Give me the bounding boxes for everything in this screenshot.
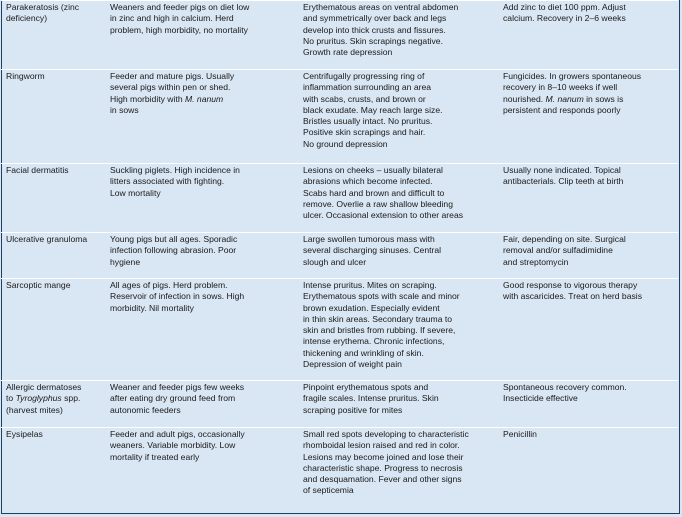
disease-cell: Parakeratosis (zinc deficiency) [6, 2, 80, 24]
treatment-cell: Penicillin [503, 429, 537, 439]
lesions-cell: Pinpoint erythematous spots and fragile scales. Intense pruritus. Skin scraping positive for mites [303, 382, 439, 415]
disease-cell: Eysipelas [6, 429, 43, 439]
disease-cell: Ulcerative granuloma [6, 234, 88, 244]
occurrence-cell: Suckling piglets. High incidence in litters associated with fighting. Low mortality [110, 165, 240, 198]
disease-cell: Ringworm [6, 71, 45, 81]
lesions-cell: Large swollen tumorous mass with several discharging sinuses. Central slough and ulcer [303, 234, 442, 267]
occurrence-cell: Feeder and adult pigs, occasionally weaners. Variable morbidity. Low mortality if treated early [110, 429, 245, 462]
table-row-ringworm [1, 69, 678, 163]
disease-cell: Facial dermatitis [6, 165, 69, 175]
occurrence-cell: Weaners and feeder pigs on diet low in zinc and high in calcium. Herd problem, high morbidity, no mortality [110, 2, 250, 35]
lesions-cell: Erythematous areas on ventral abdomen and symmetrically over back and legs develop into thick crusts and fissures. No pruritus. Skin scrapings negative. Growth rate depression [303, 2, 459, 58]
occurrence-cell [110, 70, 298, 116]
lesions-cell: Centrifugally progressing ring of inflammation surrounding an area with scabs, crusts, and brown or black exudate. May reach large size. Bristles usually intact. No pruritus. Positive skin scrapings and hair. No ground depression [303, 71, 443, 149]
occurrence-cell: Weaner and feeder pigs few weeks after eating dry ground feed from autonomic feeders [110, 382, 245, 415]
species-name-italic: M. nanum [545, 93, 584, 104]
treatment-cell: Fair, depending on site. Surgical removal and/or sulfadimidine and streptomycin [503, 234, 626, 267]
treatment-text-a: Fungicides. In growers spontaneous recovery in 8–10 weeks if well nourished. [503, 71, 642, 104]
occurrence-text-b: in sows [110, 104, 139, 115]
species-name-italic: M. nanum [184, 93, 224, 104]
lesions-cell: Intense pruritus. Mites on scraping. Erythematous spots with scale and minor brown exudation. Especially evident in thin skin areas. Secondary trauma to skin and bristles from rubbing. If severe, intense erythema. Chronic infections, thickening and wrinkling of skin. Depression of weight pain [303, 280, 460, 370]
disease-cell: Sarcoptic mange [6, 280, 71, 290]
treatment-cell: Add zinc to diet 100 ppm. Adjust calcium. Recovery in 2–6 weeks [503, 2, 626, 24]
occurrence-cell: Young pigs but all ages. Sporadic infection following abrasion. Poor hygiene [110, 234, 238, 267]
disease-text-a: Allergic dermatoses to [6, 382, 82, 404]
treatment-cell [503, 70, 675, 116]
disease-text-b: spp. (harvest mites) [6, 393, 81, 415]
occurrence-cell: All ages of pigs. Herd problem. Reservoir of infection in sows. High morbidity. Nil mortality [110, 280, 245, 313]
genus-name-italic: Tyroglyphus [15, 393, 62, 404]
disease-cell [6, 381, 106, 416]
treatment-cell: Good response to vigorous therapy with ascaricides. Treat on herd basis [503, 280, 642, 302]
treatment-text-b: in sows is persistent and responds poorly [503, 93, 624, 115]
table-row-erysipelas [1, 427, 678, 514]
occurrence-text-a: Feeder and mature pigs. Usually several pigs within pen or shed. High morbidity with [110, 71, 235, 104]
lesions-cell: Lesions on cheeks – usually bilateral abrasions which become infected. Scabs hard and brown and difficult to remove. Overlie a raw shallow bleeding ulcer. Occasional extension to other areas [303, 165, 464, 221]
table-row-facial-dermatitis [1, 163, 678, 232]
table-row-allergic-dermatoses [1, 380, 678, 427]
table-row-ulcerative-granuloma [1, 232, 678, 278]
treatment-cell: Usually none indicated. Topical antibacterials. Clip teeth at birth [503, 165, 624, 187]
table-row-sarcoptic-mange [1, 278, 678, 380]
treatment-cell: Spontaneous recovery common. Insecticide effective [503, 382, 627, 404]
table-row-parakeratosis [1, 0, 678, 69]
lesions-cell: Small red spots developing to characteristic rhomboidal lesion raised and red in color. Lesions may become joined and lose their characteristic shape. Progress to necrosis and desquamation. Fever and other signs of septicemia [303, 429, 469, 496]
